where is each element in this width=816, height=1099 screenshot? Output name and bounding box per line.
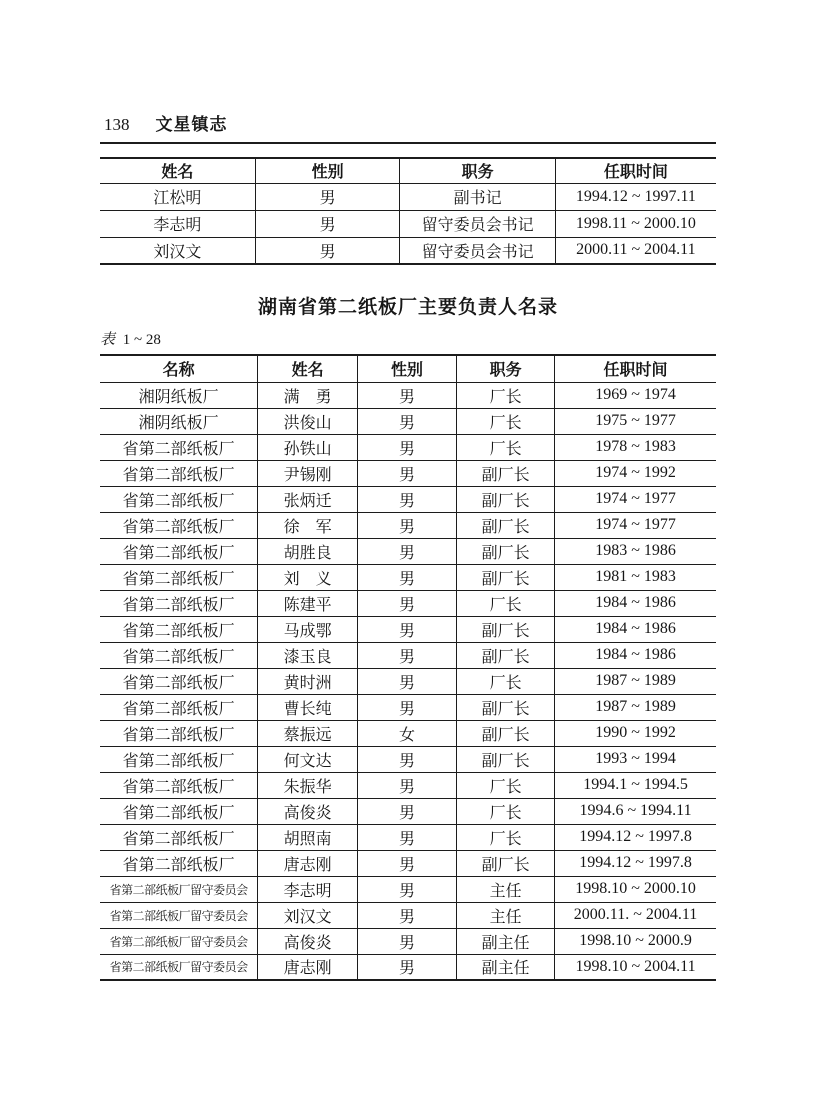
table-cell: 1990 ~ 1992: [555, 720, 716, 746]
table-cell: 副厂长: [457, 720, 555, 746]
table-cell: 1998.10 ~ 2000.9: [555, 928, 716, 954]
table-cell: 厂长: [457, 798, 555, 824]
table-row: [100, 460, 716, 486]
table-cell: 省第二部纸板厂: [100, 746, 258, 772]
table-cell: 洪俊山: [258, 408, 358, 434]
table-cell: 男: [357, 928, 456, 954]
table-cell: 刘 义: [258, 564, 358, 590]
table-cell: 男: [357, 694, 456, 720]
table-cell: 男: [357, 590, 456, 616]
table-row: [100, 772, 716, 798]
table-cell: 省第二部纸板厂: [100, 694, 258, 720]
table-row: [100, 237, 716, 264]
table-cell: 1998.10 ~ 2000.10: [555, 876, 716, 902]
table-cell: 男: [255, 237, 400, 264]
table-row: [100, 486, 716, 512]
table-cell: 男: [357, 382, 456, 408]
table-cell: 高俊炎: [258, 798, 358, 824]
table-cell: 孙铁山: [258, 434, 358, 460]
table-row: [100, 928, 716, 954]
table-cell: 男: [357, 564, 456, 590]
table-cell: 副主任: [457, 928, 555, 954]
section-title: 湖南省第二纸板厂主要负责人名录: [257, 297, 558, 318]
table-cell: 省第二部纸板厂: [100, 720, 258, 746]
table-row: [100, 183, 716, 210]
table-cell: 副厂长: [457, 616, 555, 642]
table-cell: 男: [357, 538, 456, 564]
table-cell: 何文达: [258, 746, 358, 772]
table-cell: 省第二部纸板厂: [100, 590, 258, 616]
table-cell: 1998.10 ~ 2004.11: [555, 954, 716, 980]
table-cell: 1994.1 ~ 1994.5: [555, 772, 716, 798]
table-cell: 1994.12 ~ 1997.8: [555, 850, 716, 876]
table-cell: 朱振华: [258, 772, 358, 798]
table-label: [100, 328, 716, 349]
table-cell: 男: [255, 210, 400, 237]
table-cell: 1994.6 ~ 1994.11: [555, 798, 716, 824]
table-cell: 唐志刚: [258, 954, 358, 980]
table-cell: 徐 军: [258, 512, 358, 538]
table-row: [100, 746, 716, 772]
table-cell: 1987 ~ 1989: [555, 694, 716, 720]
table-cell: 主任: [457, 902, 555, 928]
table-cell: 厂长: [457, 668, 555, 694]
page-number: 138: [104, 115, 130, 134]
table-cell: 男: [357, 486, 456, 512]
table-cell: 1984 ~ 1986: [555, 590, 716, 616]
table-cell: 省第二部纸板厂留守委员会: [100, 902, 258, 928]
table-cell: 省第二部纸板厂: [100, 772, 258, 798]
table-cell: 1974 ~ 1977: [555, 486, 716, 512]
table-cell: 省第二部纸板厂: [100, 668, 258, 694]
table-label-prefix: 表: [100, 332, 116, 348]
table-cell: 副主任: [457, 954, 555, 980]
table-cell: 副厂长: [457, 850, 555, 876]
table-row: [100, 210, 716, 237]
table-cell: 副厂长: [457, 460, 555, 486]
table-cell: 满 勇: [258, 382, 358, 408]
table-cell: 蔡振远: [258, 720, 358, 746]
table-cell: 男: [255, 183, 400, 210]
table-cell: 省第二部纸板厂: [100, 460, 258, 486]
table-cell: 男: [357, 668, 456, 694]
table-cell: 男: [357, 512, 456, 538]
column-header-tenure: 任职时间: [555, 158, 716, 183]
table-cell: 省第二部纸板厂: [100, 434, 258, 460]
table-row: [100, 590, 716, 616]
table-cell: 男: [357, 954, 456, 980]
table-label-range: 1 ~ 28: [122, 332, 161, 348]
table-cell: 省第二部纸板厂: [100, 642, 258, 668]
table-row: [100, 564, 716, 590]
table-cell: 男: [357, 408, 456, 434]
table-cell: 尹锡刚: [258, 460, 358, 486]
table-cell: 男: [357, 798, 456, 824]
table-cell: 高俊炎: [258, 928, 358, 954]
table-row: [100, 902, 716, 928]
book-title: 文星镇志: [155, 115, 228, 134]
table-row: [100, 824, 716, 850]
table-cell: 厂长: [457, 590, 555, 616]
table-cell: 黄时洲: [258, 668, 358, 694]
running-head: [100, 110, 716, 144]
table-cell: 厂长: [457, 434, 555, 460]
table-header-row: [100, 355, 716, 382]
table-cell: 留守委员会书记: [400, 237, 555, 264]
table-cell: 厂长: [457, 382, 555, 408]
table-cell: 副厂长: [457, 746, 555, 772]
table-cell: 陈建平: [258, 590, 358, 616]
table-row: [100, 850, 716, 876]
table-row: [100, 616, 716, 642]
table-row: [100, 954, 716, 980]
table-cell: 曹长纯: [258, 694, 358, 720]
table-cell: 湘阴纸板厂: [100, 382, 258, 408]
column-header-gender: 性别: [255, 158, 400, 183]
table-cell: 副厂长: [457, 512, 555, 538]
table-cell: 漆玉良: [258, 642, 358, 668]
table-cell: 1984 ~ 1986: [555, 642, 716, 668]
table-cell: 2000.11. ~ 2004.11: [555, 902, 716, 928]
table-cell: 李志明: [258, 876, 358, 902]
table-cell: 副厂长: [457, 642, 555, 668]
table-row: [100, 538, 716, 564]
table-cell: 湘阴纸板厂: [100, 408, 258, 434]
table-cell: 省第二部纸板厂: [100, 538, 258, 564]
table-cell: 1994.12 ~ 1997.8: [555, 824, 716, 850]
table-cell: 1987 ~ 1989: [555, 668, 716, 694]
table-cell: 胡照南: [258, 824, 358, 850]
table-cell: 省第二部纸板厂留守委员会: [100, 954, 258, 980]
column-header-tenure: 任职时间: [555, 355, 716, 382]
table-row: [100, 668, 716, 694]
table-cell: 省第二部纸板厂留守委员会: [100, 928, 258, 954]
column-header-org: 名称: [100, 355, 258, 382]
table-cell: 厂长: [457, 772, 555, 798]
table-row: [100, 720, 716, 746]
table-cell: 男: [357, 746, 456, 772]
table-cell: 留守委员会书记: [400, 210, 555, 237]
table-cell: 省第二部纸板厂: [100, 824, 258, 850]
table-cell: 厂长: [457, 408, 555, 434]
table-cell: 男: [357, 434, 456, 460]
table-cell: 1974 ~ 1977: [555, 512, 716, 538]
table-cell: 1974 ~ 1992: [555, 460, 716, 486]
table-cell: 女: [357, 720, 456, 746]
table-cell: 男: [357, 824, 456, 850]
table-cell: 1983 ~ 1986: [555, 538, 716, 564]
table-cell: 男: [357, 772, 456, 798]
table-cell: 男: [357, 902, 456, 928]
table-cell: 1994.12 ~ 1997.11: [555, 183, 716, 210]
table-cell: 省第二部纸板厂: [100, 564, 258, 590]
table-cell: 1978 ~ 1983: [555, 434, 716, 460]
table-row: [100, 694, 716, 720]
table-cell: 张炳迁: [258, 486, 358, 512]
table-cell: 1998.11 ~ 2000.10: [555, 210, 716, 237]
table-row: [100, 512, 716, 538]
table-cell: 1984 ~ 1986: [555, 616, 716, 642]
continuation-officials-table: [100, 157, 716, 265]
table-cell: 男: [357, 460, 456, 486]
table-cell: 副厂长: [457, 564, 555, 590]
table-cell: 副厂长: [457, 486, 555, 512]
column-header-position: 职务: [457, 355, 555, 382]
table-cell: 副厂长: [457, 538, 555, 564]
column-header-name: 姓名: [258, 355, 358, 382]
table-cell: 1993 ~ 1994: [555, 746, 716, 772]
table-cell: 刘汉文: [258, 902, 358, 928]
table-cell: 男: [357, 616, 456, 642]
column-header-gender: 性别: [357, 355, 456, 382]
table-cell: 李志明: [100, 210, 255, 237]
table-cell: 省第二部纸板厂: [100, 798, 258, 824]
table-row: [100, 408, 716, 434]
table-cell: 厂长: [457, 824, 555, 850]
table-cell: 男: [357, 876, 456, 902]
table-cell: 胡胜良: [258, 538, 358, 564]
table-row: [100, 798, 716, 824]
table-row: [100, 876, 716, 902]
column-header-name: 姓名: [100, 158, 255, 183]
column-header-position: 职务: [400, 158, 555, 183]
table-cell: 省第二部纸板厂: [100, 486, 258, 512]
table-row: [100, 382, 716, 408]
table-cell: 1975 ~ 1977: [555, 408, 716, 434]
table-cell: 省第二部纸板厂留守委员会: [100, 876, 258, 902]
table-cell: 省第二部纸板厂: [100, 616, 258, 642]
table-cell: 男: [357, 850, 456, 876]
table-cell: 男: [357, 642, 456, 668]
table-cell: 主任: [457, 876, 555, 902]
table-row: [100, 434, 716, 460]
table-row: [100, 642, 716, 668]
directory-officials-table: [100, 354, 716, 981]
table-cell: 副书记: [400, 183, 555, 210]
table-cell: 省第二部纸板厂: [100, 850, 258, 876]
table-cell: 1969 ~ 1974: [555, 382, 716, 408]
table-cell: 唐志刚: [258, 850, 358, 876]
table-header-row: [100, 158, 716, 183]
table-cell: 马成鄂: [258, 616, 358, 642]
table-cell: 1981 ~ 1983: [555, 564, 716, 590]
table-cell: 省第二部纸板厂: [100, 512, 258, 538]
table-cell: 刘汉文: [100, 237, 255, 264]
table-cell: 副厂长: [457, 694, 555, 720]
table-cell: 2000.11 ~ 2004.11: [555, 237, 716, 264]
table-cell: 江松明: [100, 183, 255, 210]
